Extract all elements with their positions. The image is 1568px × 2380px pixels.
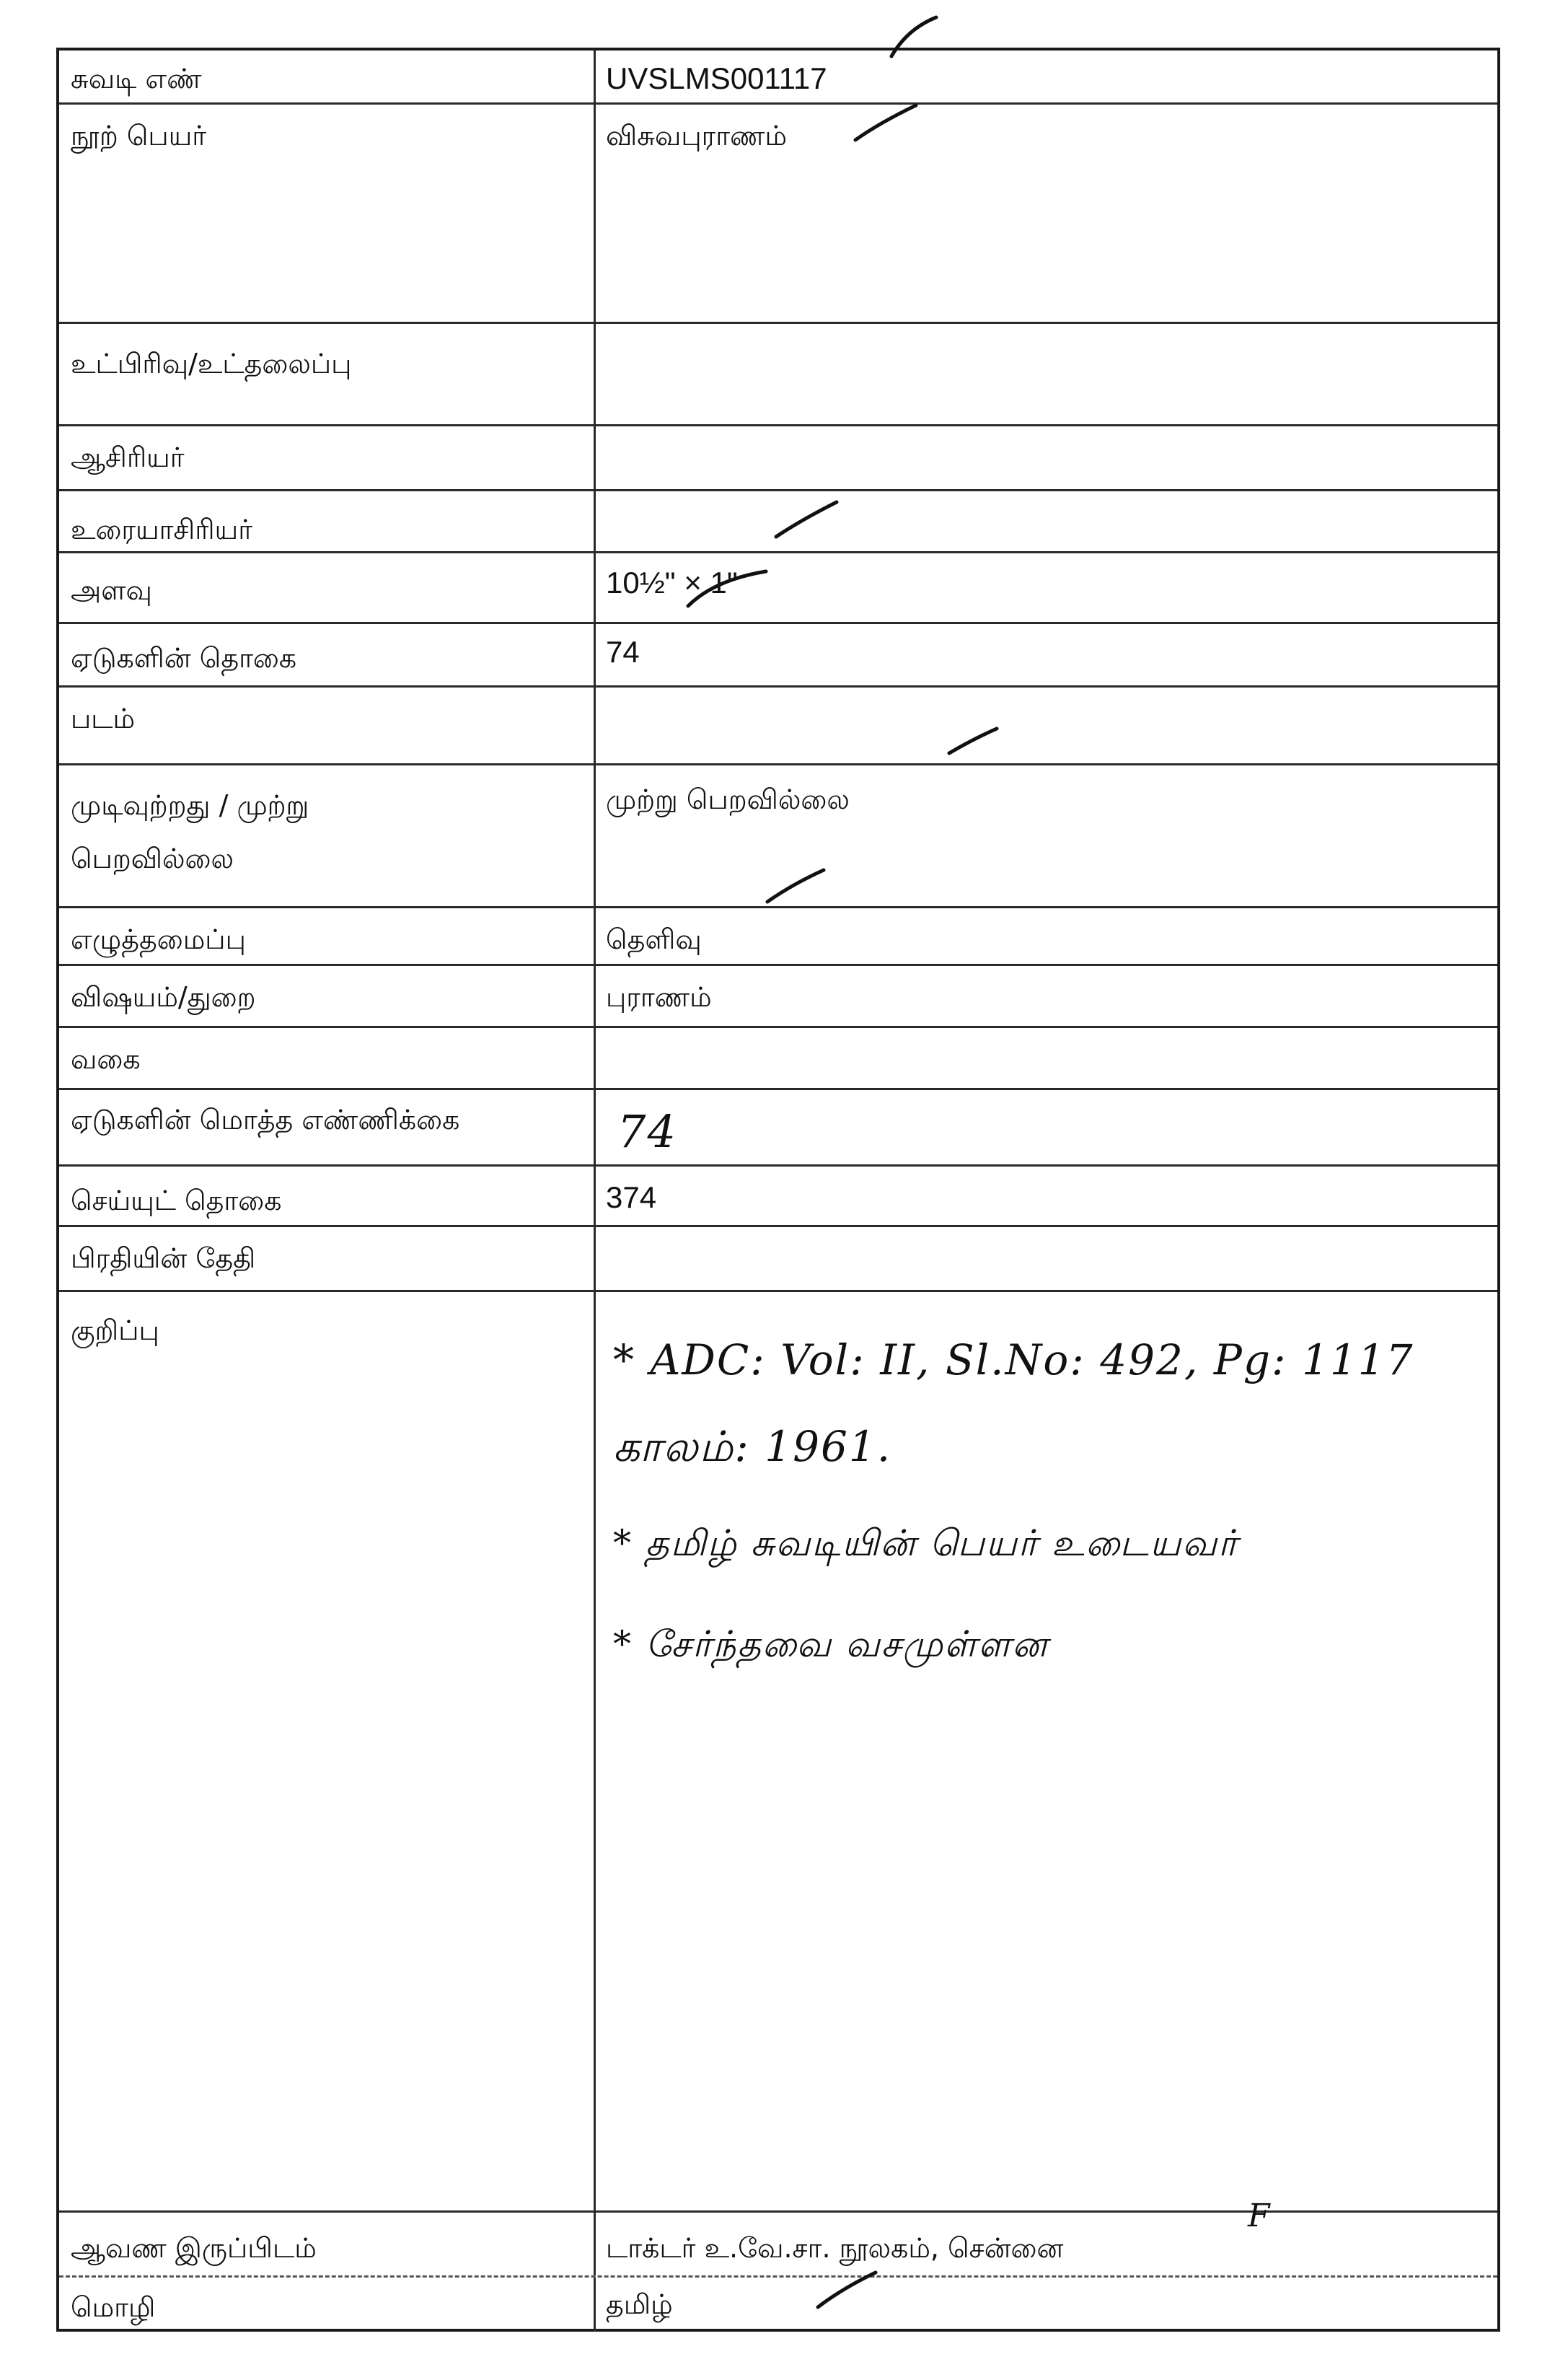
note-line-owner: * தமிழ் சுவடியின் பெயர் உடையவர்: [613, 1522, 1239, 1564]
label-author: ஆசிரியர்: [59, 426, 596, 489]
label-manuscript-number: சுவடி எண்: [59, 51, 596, 102]
check-mark-script-icon: [763, 863, 850, 906]
value-manuscript-number: UVSLMS001117: [606, 61, 827, 95]
note-line-possession: * சேர்ந்தவை வசமுள்ளன: [613, 1623, 1049, 1665]
value-completion: முற்று பெறவில்லை: [606, 783, 850, 815]
row-total-leaves: [59, 1088, 1497, 1164]
row-size: [59, 551, 1497, 622]
value-author: [596, 426, 1497, 489]
label-subdivision: உட்பிரிவு/உட்தலைப்பு: [59, 324, 596, 424]
check-mark-leaf-count-icon: [685, 566, 772, 609]
row-copy-date: [59, 1225, 1497, 1290]
label-leaf-count: ஏடுகளின் தொகை: [59, 624, 596, 685]
label-title: நூற் பெயர்: [59, 105, 596, 322]
row-type: [59, 1026, 1497, 1088]
row-script: [59, 906, 1497, 964]
value-verse-count: 374: [606, 1180, 657, 1214]
label-verse-count: செய்யுட் தொகை: [59, 1167, 596, 1225]
value-commentator: [596, 491, 1497, 551]
label-repository: ஆவண இருப்பிடம்: [59, 2213, 596, 2275]
value-total-leaves-cell: [596, 1090, 1497, 1164]
value-subdivision: [596, 324, 1497, 424]
value-leaf-count: 74: [606, 635, 640, 669]
label-type: வகை: [59, 1028, 596, 1088]
label-notes: குறிப்பு: [59, 1292, 596, 2210]
label-language: மொழி: [59, 2278, 596, 2332]
check-mark-language-icon: [814, 2267, 900, 2310]
row-verse-count: [59, 1164, 1497, 1225]
note-line-period: காலம்: 1961.: [613, 1422, 892, 1471]
value-total-leaves: 74: [617, 1105, 677, 1158]
row-subject: [59, 964, 1497, 1026]
value-title: விசுவபுராணம்: [606, 120, 788, 152]
label-completion-line1: முடிவுற்றது / முற்று: [71, 789, 309, 821]
check-mark-size-icon: [773, 498, 860, 541]
value-language: தமிழ்: [606, 2288, 673, 2320]
row-repository: [59, 2210, 1497, 2275]
row-leaf-count: [59, 622, 1497, 685]
label-total-leaves: ஏடுகளின் மொத்த எண்ணிக்கை: [59, 1090, 596, 1164]
label-illustration: படம்: [59, 688, 596, 763]
value-repository: டாக்டர் உ.வே.சா. நூலகம், சென்னை: [606, 2232, 1064, 2264]
row-manuscript-number: [59, 51, 1497, 102]
label-copy-date: பிரதியின் தேதி: [59, 1227, 596, 1290]
label-completion: [59, 765, 596, 906]
row-language: [59, 2275, 1497, 2332]
label-commentator: உரையாசிரியர்: [59, 491, 596, 551]
label-size: அளவு: [59, 553, 596, 622]
row-subdivision: [59, 322, 1497, 424]
value-notes: [596, 1292, 1497, 2210]
value-subject: புராணம்: [606, 981, 712, 1013]
value-illustration: [596, 688, 1497, 763]
value-copy-date: [596, 1227, 1497, 1290]
check-mark-top-icon: [886, 14, 972, 58]
value-size: 10½" × 1": [606, 566, 738, 600]
row-notes: [59, 1290, 1497, 2210]
value-type: [596, 1028, 1497, 1088]
label-script: எழுத்தமைப்பு: [59, 908, 596, 964]
row-title: [59, 102, 1497, 322]
check-mark-completion-icon: [945, 721, 1031, 765]
label-completion-line2: பெறவில்லை: [71, 843, 234, 875]
label-subject: விஷயம்/துறை: [59, 966, 596, 1026]
value-script: தெளிவு: [606, 923, 702, 955]
row-illustration: [59, 685, 1497, 763]
check-mark-title-icon: [851, 101, 938, 144]
row-author: [59, 424, 1497, 489]
note-line-reference: * ADC: Vol: II, Sl.No: 492, Pg: 1117: [613, 1335, 1414, 1384]
corner-mark: F: [1248, 2197, 1272, 2234]
manuscript-record-sheet: [56, 48, 1500, 2332]
